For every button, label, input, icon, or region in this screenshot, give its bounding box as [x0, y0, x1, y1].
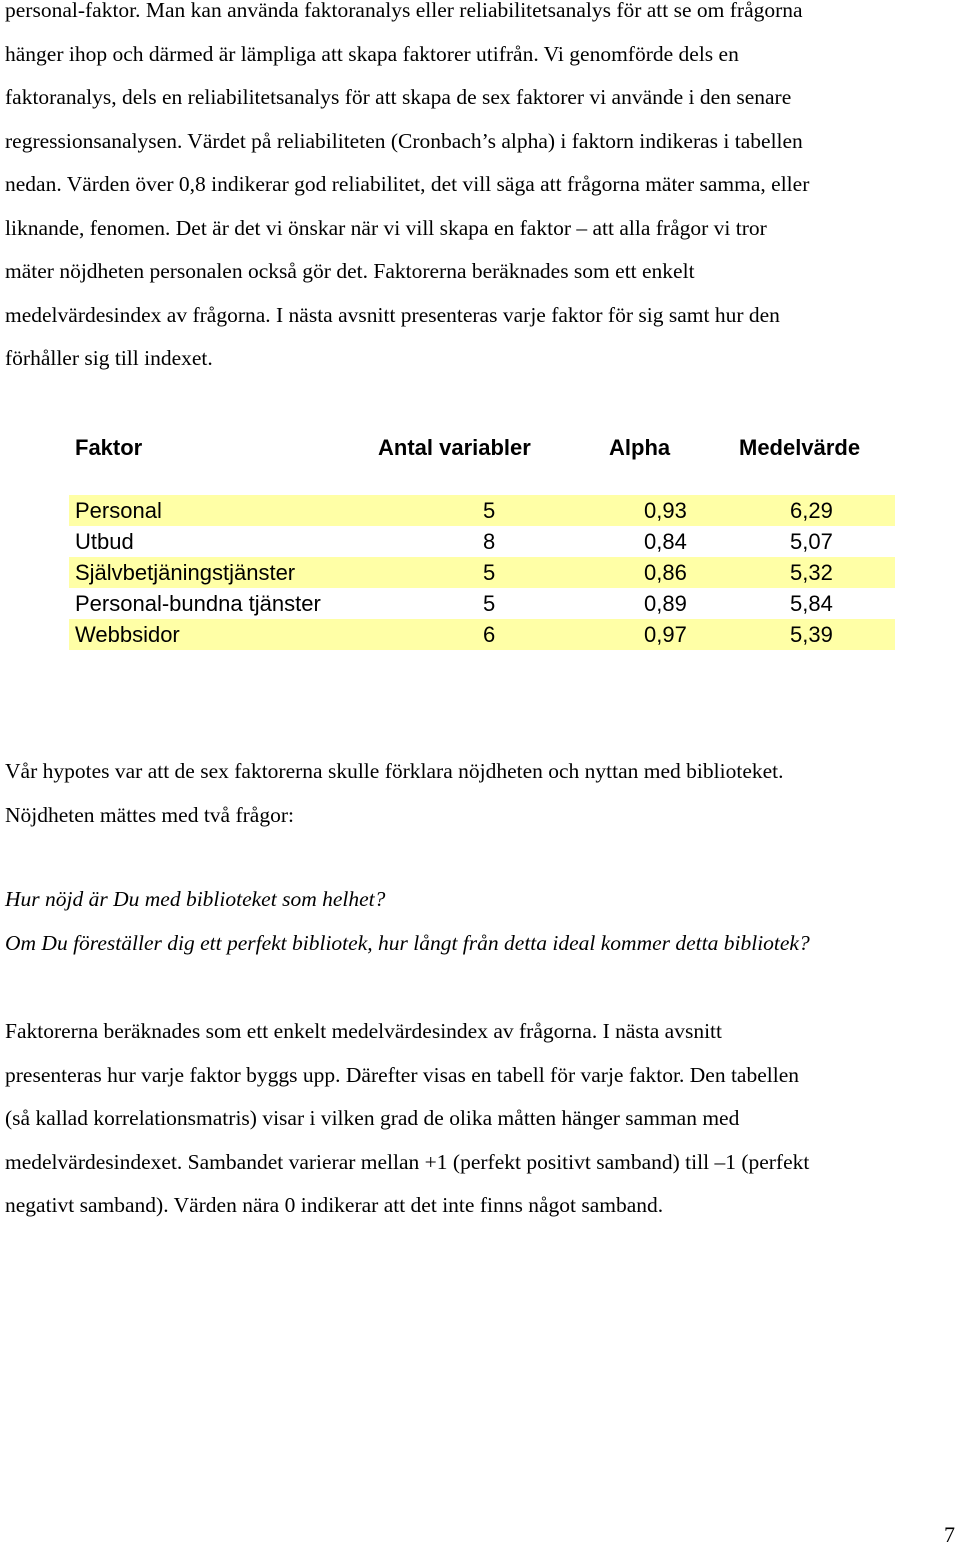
text-line: negativt samband). Värden nära 0 indikerar att det inte finns något samband. [5, 1193, 664, 1217]
cell-antal: 5 [483, 591, 496, 616]
cell-alpha: 0,84 [644, 529, 687, 554]
question-line: Hur nöjd är Du med biblioteket som helhet? [5, 887, 386, 911]
cell-medel: 5,84 [790, 591, 833, 616]
cell-alpha: 0,89 [644, 591, 687, 616]
hypothesis-paragraph [5, 750, 955, 837]
header-antal-variabler: Antal variabler [378, 435, 531, 460]
text-line: medelvärdesindex av frågorna. I nästa avsnitt presenteras varje faktor för sig samt hur den [5, 302, 780, 327]
text-line: regressionsanalysen. Värdet på reliabiliteten (Cronbach’s alpha) i faktorn indikeras i tabellen [5, 128, 803, 153]
text-line: medelvärdesindexet. Sambandet varierar mellan +1 (perfekt positivt samband) till –1 (perfekt [5, 1149, 810, 1174]
cell-medel: 5,39 [790, 622, 833, 647]
cell-faktor: Personal [75, 498, 162, 523]
factor-table [69, 495, 895, 650]
table-header [70, 433, 910, 463]
cell-medel: 5,07 [790, 529, 833, 554]
text-line: personal-faktor. Man kan använda faktoranalys eller reliabilitetsanalys för att se om frågorna [5, 0, 803, 22]
table-row [69, 495, 895, 526]
cell-alpha: 0,86 [644, 560, 687, 585]
text-line: hänger ihop och därmed är lämpliga att skapa faktorer utifrån. Vi genomförde dels en [5, 41, 739, 66]
page-number: 7 [944, 1522, 955, 1547]
table-row [69, 588, 895, 619]
method-paragraph [5, 1010, 955, 1228]
header-alpha: Alpha [609, 435, 671, 460]
cell-faktor: Utbud [75, 529, 134, 554]
text-line: liknande, fenomen. Det är det vi önskar när vi vill skapa en faktor – att alla frågor vi tror [5, 215, 767, 240]
cell-antal: 5 [483, 560, 496, 585]
text-line: Faktorerna beräknades som ett enkelt medelvärdesindex av frågorna. I nästa avsnitt [5, 1019, 722, 1043]
cell-faktor: Självbetjäningstjänster [75, 560, 296, 585]
cell-medel: 6,29 [790, 498, 833, 523]
text-line: faktoranalys, dels en reliabilitetsanalys för att skapa de sex faktorer vi använde i den senare [5, 85, 792, 109]
text-line: Nöjdheten mättes med två frågor: [5, 802, 294, 827]
table-row [69, 526, 895, 557]
table-row [69, 619, 895, 650]
cell-antal: 6 [483, 622, 496, 647]
cell-antal: 5 [483, 498, 496, 523]
text-line: Vår hypotes var att de sex faktorerna skulle förklara nöjdheten och nyttan med biblioteket. [5, 759, 784, 783]
text-line: presenteras hur varje faktor byggs upp. Därefter visas en tabell för varje faktor. Den tabellen [5, 1062, 799, 1087]
header-faktor: Faktor [75, 435, 143, 460]
header-medelvarde: Medelvärde [739, 435, 861, 460]
cell-alpha: 0,93 [644, 498, 687, 523]
intro-paragraph [5, 0, 955, 381]
text-line: (så kallad korrelationsmatris) visar i vilken grad de olika måtten hänger samman med [5, 1106, 740, 1130]
survey-questions [5, 878, 955, 965]
text-line: förhåller sig till indexet. [5, 346, 213, 370]
text-line: mäter nöjdheten personalen också gör det. Faktorerna beräknades som ett enkelt [5, 259, 695, 283]
cell-faktor: Webbsidor [75, 622, 180, 647]
table-row [69, 557, 895, 588]
cell-antal: 8 [483, 529, 496, 554]
cell-medel: 5,32 [790, 560, 833, 585]
cell-alpha: 0,97 [644, 622, 687, 647]
text-line: nedan. Värden över 0,8 indikerar god reliabilitet, det vill säga att frågorna mäter samma, eller [5, 172, 810, 196]
cell-faktor: Personal-bundna tjänster [75, 591, 321, 616]
question-line: Om Du föreställer dig ett perfekt bibliotek, hur långt från detta ideal kommer detta bibliotek? [5, 930, 810, 955]
